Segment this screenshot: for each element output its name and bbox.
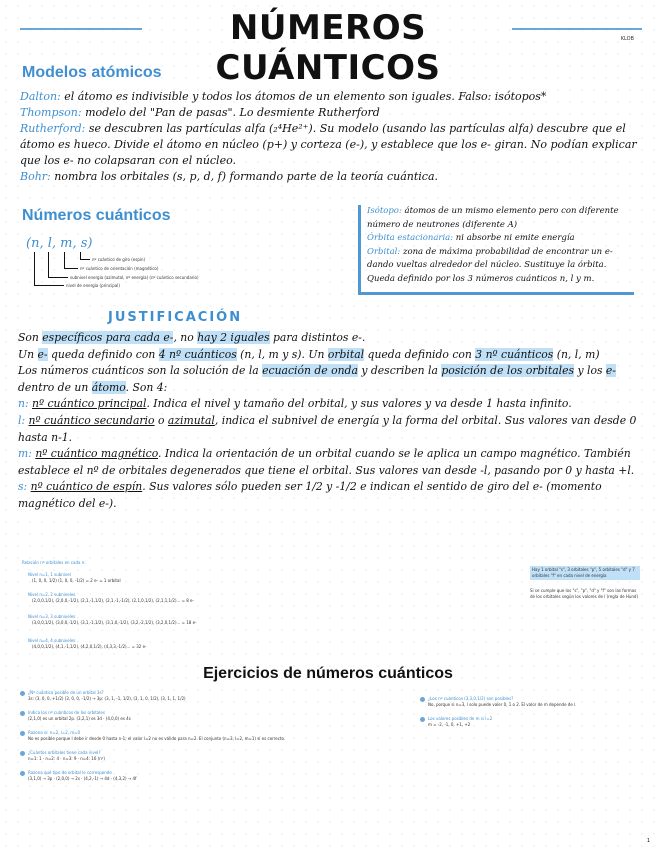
text: Un <box>18 347 38 361</box>
highlight: ecuación de onda <box>262 364 358 378</box>
question-text: Razona qué tipo de orbital le corresponde <box>28 770 112 775</box>
text: para distintos e-. <box>269 331 366 344</box>
m-text: . Indica la orientación de un orbital cuando se le aplica un campo magnético. También establece el nº de orbitales degenerados que tiene el orbital. Sus valores van desde -l, pasando por 0 y hasta +l. <box>18 447 635 477</box>
just-l <box>18 413 638 446</box>
s-name: nº cuántico de espín <box>30 480 143 494</box>
question-text: ¿Nº cuántico posible de un orbital 3s? <box>28 690 104 695</box>
page-title: NÚMEROS CUÁNTICOS <box>215 8 441 88</box>
text: y describen la <box>357 364 442 378</box>
tree-label: nº cuántico de giro (espín) <box>92 257 146 262</box>
bullet-icon <box>20 691 25 696</box>
mini-heading: Nivel n=3, 3 subniveles <box>28 614 76 619</box>
tree-line <box>64 268 78 269</box>
text: dentro de un <box>18 380 92 394</box>
orbita-text: ni absorbe ni emite energía <box>453 233 575 243</box>
highlight: hay 2 iguales <box>197 331 270 344</box>
answer-text: m = -2, -1, 0, +1, +2 <box>428 722 471 727</box>
rutherford-label: Rutherford: <box>20 122 86 135</box>
dalton-text: el átomo es indivisible y todos los átomos de un elemento son iguales. Falso: isótopos* <box>60 90 547 103</box>
n-label: n: <box>18 397 33 411</box>
mini-heading: Nivel n=1, 1 subnivel <box>28 572 71 577</box>
bullet-icon <box>20 711 25 716</box>
mini-notes-left <box>22 560 462 650</box>
text: Los números cuánticos son la solución de la <box>18 364 263 378</box>
mini-heading: Relación nº orbitales en cada n: <box>22 560 86 565</box>
text: . Son 4: <box>125 380 168 394</box>
answer-text: No es posible porque l debe ir desde 0 hasta n-1; el valor l=2 no es válido para n=2. El conjunto (n=3, l=2, m=1) sí es correcto. <box>28 736 286 741</box>
answer-text: (2,1,0) es un orbital 2p. (3,2,1) es 3d · (4,0,0) es 4s <box>28 716 131 721</box>
tree-label: nº cuántico de orientación (magnético) <box>80 266 159 271</box>
modelos-heading: Modelos atómicos <box>22 64 162 81</box>
isotopo-label: Isótopo: <box>367 206 402 216</box>
numeros-heading: Números cuánticos <box>22 207 171 224</box>
just-n <box>18 396 638 413</box>
dalton-label: Dalton: <box>20 90 61 103</box>
text: queda definido con <box>47 347 159 361</box>
qn-tree <box>34 252 224 290</box>
highlight: e- <box>37 347 48 361</box>
mini-text: (1, 0, 0, 1/2) (1, 0, 0, -1/2) = 2 e- = 1 orbital <box>32 578 121 583</box>
mini-note: Si se cumple que los "s", "p", "d" y "f" son las formas de los orbitales según los valores de l (regla de Hund) <box>530 588 639 599</box>
orbita-label: Órbita estacionaria: <box>367 233 454 243</box>
definitions-box <box>358 205 634 295</box>
tree-line <box>34 285 64 286</box>
bullet-icon <box>20 731 25 736</box>
mini-heading: Nivel n=2, 2 subniveles <box>28 592 76 597</box>
dalton-line <box>20 89 638 105</box>
modelos-text <box>20 89 638 185</box>
text: o <box>154 413 168 427</box>
tree-label: subnivel energía (azimutal, nº energía) (nº cuántico secundario) <box>70 275 199 280</box>
answer-text: n=1: 1 · n=2: 4 · n=3: 9 · n=4: 16 (n²) <box>28 756 105 761</box>
ejercicios-left <box>20 690 415 782</box>
highlight: e- <box>605 364 616 378</box>
m-name: nº cuántico magnético <box>35 447 159 461</box>
isotopo-text: átomos de un mismo elemento pero con diferente número de neutrones (diferente A) <box>367 206 619 230</box>
ejercicios-right <box>420 696 640 728</box>
highlight: posición de los orbitales <box>441 364 575 378</box>
answer-text: No, porque si n=3, l solo puede valer 0, 1 o 2. El valor de m depende de l. <box>428 702 577 707</box>
tree-line <box>80 259 90 260</box>
mini-text: (3,0,0,1/2), (3,0,0,-1/2), (3,1,-1,1/2), (3,1,0,-1/2), (3,2,-2,1/2), (3,2,0,1/2)... = 18 e- <box>32 620 197 625</box>
page-number: 1 <box>646 838 650 844</box>
tree-line <box>48 277 68 278</box>
mini-heading: Nivel n=4, 4 subniveles <box>28 638 76 643</box>
text: queda definido con <box>364 347 476 361</box>
just-m <box>18 446 638 479</box>
tree-line <box>64 252 65 269</box>
thomson-line <box>20 105 638 121</box>
just-s <box>18 479 638 512</box>
mini-text: (4,0,0,1/2), (4,1,-1,1/2), (4,2,0,1/2), (4,3,3,-1/2)... = 32 e- <box>32 644 147 649</box>
l-name-2: azimutal <box>167 413 215 427</box>
def-orbita <box>367 232 634 246</box>
m-label: m: <box>18 447 36 461</box>
just-line-1 <box>18 330 638 347</box>
answer-text: (3,1,0) → 3p · (2,0,0) → 2s · (4,2,-1) → 4d · (4,3,2) → 4f <box>28 776 137 781</box>
n-text: . Indica el nivel y tamaño del orbital, y sus valores y va desde 1 hasta infinito. <box>146 397 572 411</box>
orbital-text: zona de máxima probabilidad de encontrar un e- dando vueltas alrededor del núcleo. Sustituye la órbita. Queda definido por los 3 números cuánticos n, l y m. <box>367 246 613 284</box>
text: y los <box>574 364 606 378</box>
s-text: . Sus valores sólo pueden ser 1/2 y -1/2 e indican el sentido de giro del e- (momento magnético del e-). <box>18 480 602 510</box>
bohr-label: Bohr: <box>20 170 51 183</box>
tree-label: nivel de energía (principal) <box>66 283 120 288</box>
orbital-label: Orbital: <box>367 246 401 257</box>
def-isotopo <box>367 205 634 232</box>
mini-note-highlight: Hay 1 orbital "s", 3 orbitales "p", 5 orbitales "d" y 7 orbitales "f" en cada nivel de energía <box>530 566 640 580</box>
bullet-icon <box>20 751 25 756</box>
mini-notes-right <box>530 566 640 600</box>
bullet-icon <box>420 697 425 702</box>
justificacion-heading: JUSTIFICACIÓN <box>108 310 243 325</box>
s-label: s: <box>18 480 31 494</box>
text: (n, l, m y s). Un <box>236 347 328 361</box>
question-text: Indica los nº cuánticos de los orbitales <box>28 710 105 715</box>
highlight: átomo <box>91 380 126 394</box>
thomson-label: Thompson: <box>20 106 82 119</box>
just-line-3 <box>18 363 638 396</box>
highlight: orbital <box>327 347 365 361</box>
ejercicios-heading: Ejercicios de números cuánticos <box>203 665 453 682</box>
l-label: l: <box>18 413 29 427</box>
highlight: 3 nº cuánticos <box>475 347 554 361</box>
tree-line <box>48 252 49 278</box>
qn-formula: (n, l, m, s) <box>26 236 93 251</box>
n-name: nº cuántico principal <box>32 397 147 411</box>
bullet-icon <box>20 771 25 776</box>
l-name: nº cuántico secundario <box>28 413 155 427</box>
bohr-line <box>20 169 638 185</box>
rutherford-text: se descubren las partículas alfa (₂⁴He²⁺). Su modelo (usando las partículas alfa) descubre que el átomo es hueco. Divide el átomo en núcleo (p+) y corteza (e-), y establece que los e- giran. No podían explicar que los e- no colapsaran con el núcleo. <box>20 122 637 167</box>
def-orbital <box>367 246 634 287</box>
highlight: 4 nº cuánticos <box>158 347 237 361</box>
l-text: , indica el subnivel de energía y la forma del orbital. Sus valores van desde 0 hasta n-1. <box>18 413 637 444</box>
text: (n, l, m) <box>553 347 600 361</box>
answer-text: 3s: (3, 0, 0, +1/2) (3, 0, 0, -1/2) → 3p: (3, 1, -1, 1/2), (3, 1, 0, 1/2), (3, 1, 1, 1/2) <box>28 696 186 701</box>
text: Son <box>18 331 43 344</box>
justificacion-text <box>18 330 638 513</box>
thomson-text: modelo del "Pan de pasas". Lo desmiente Rutherford <box>81 106 380 119</box>
question-text: Razona si: n=2, l=2, m=0 <box>28 730 81 735</box>
bullet-icon <box>420 717 425 722</box>
tree-line <box>34 252 35 286</box>
question-text: ¿Los nº cuánticos (3,3,0,1/2) son posibles? <box>428 696 514 701</box>
title-line-left <box>20 28 142 30</box>
question-text: ¿Cuántos orbitales tiene cada nivel? <box>28 750 101 755</box>
corner-tag: KLOB <box>620 36 634 42</box>
just-line-2 <box>18 347 638 364</box>
highlight: específicos para cada e- <box>42 331 174 344</box>
mini-text: (2,0,0,1/2), (2,0,0,-1/2), (2,1,-1,1/2), (2,1,-1,-1/2), (2,1,0,1/2), (2,1,1,1/2)... = 8 e- <box>32 598 194 603</box>
bohr-text: nombra los orbitales (s, p, d, f) formando parte de la teoría cuántica. <box>50 170 438 183</box>
question-text: Los valores posibles de m si l=2 <box>428 716 493 721</box>
text: , no <box>173 331 198 344</box>
rutherford-line <box>20 121 638 169</box>
title-line-right <box>512 28 642 30</box>
